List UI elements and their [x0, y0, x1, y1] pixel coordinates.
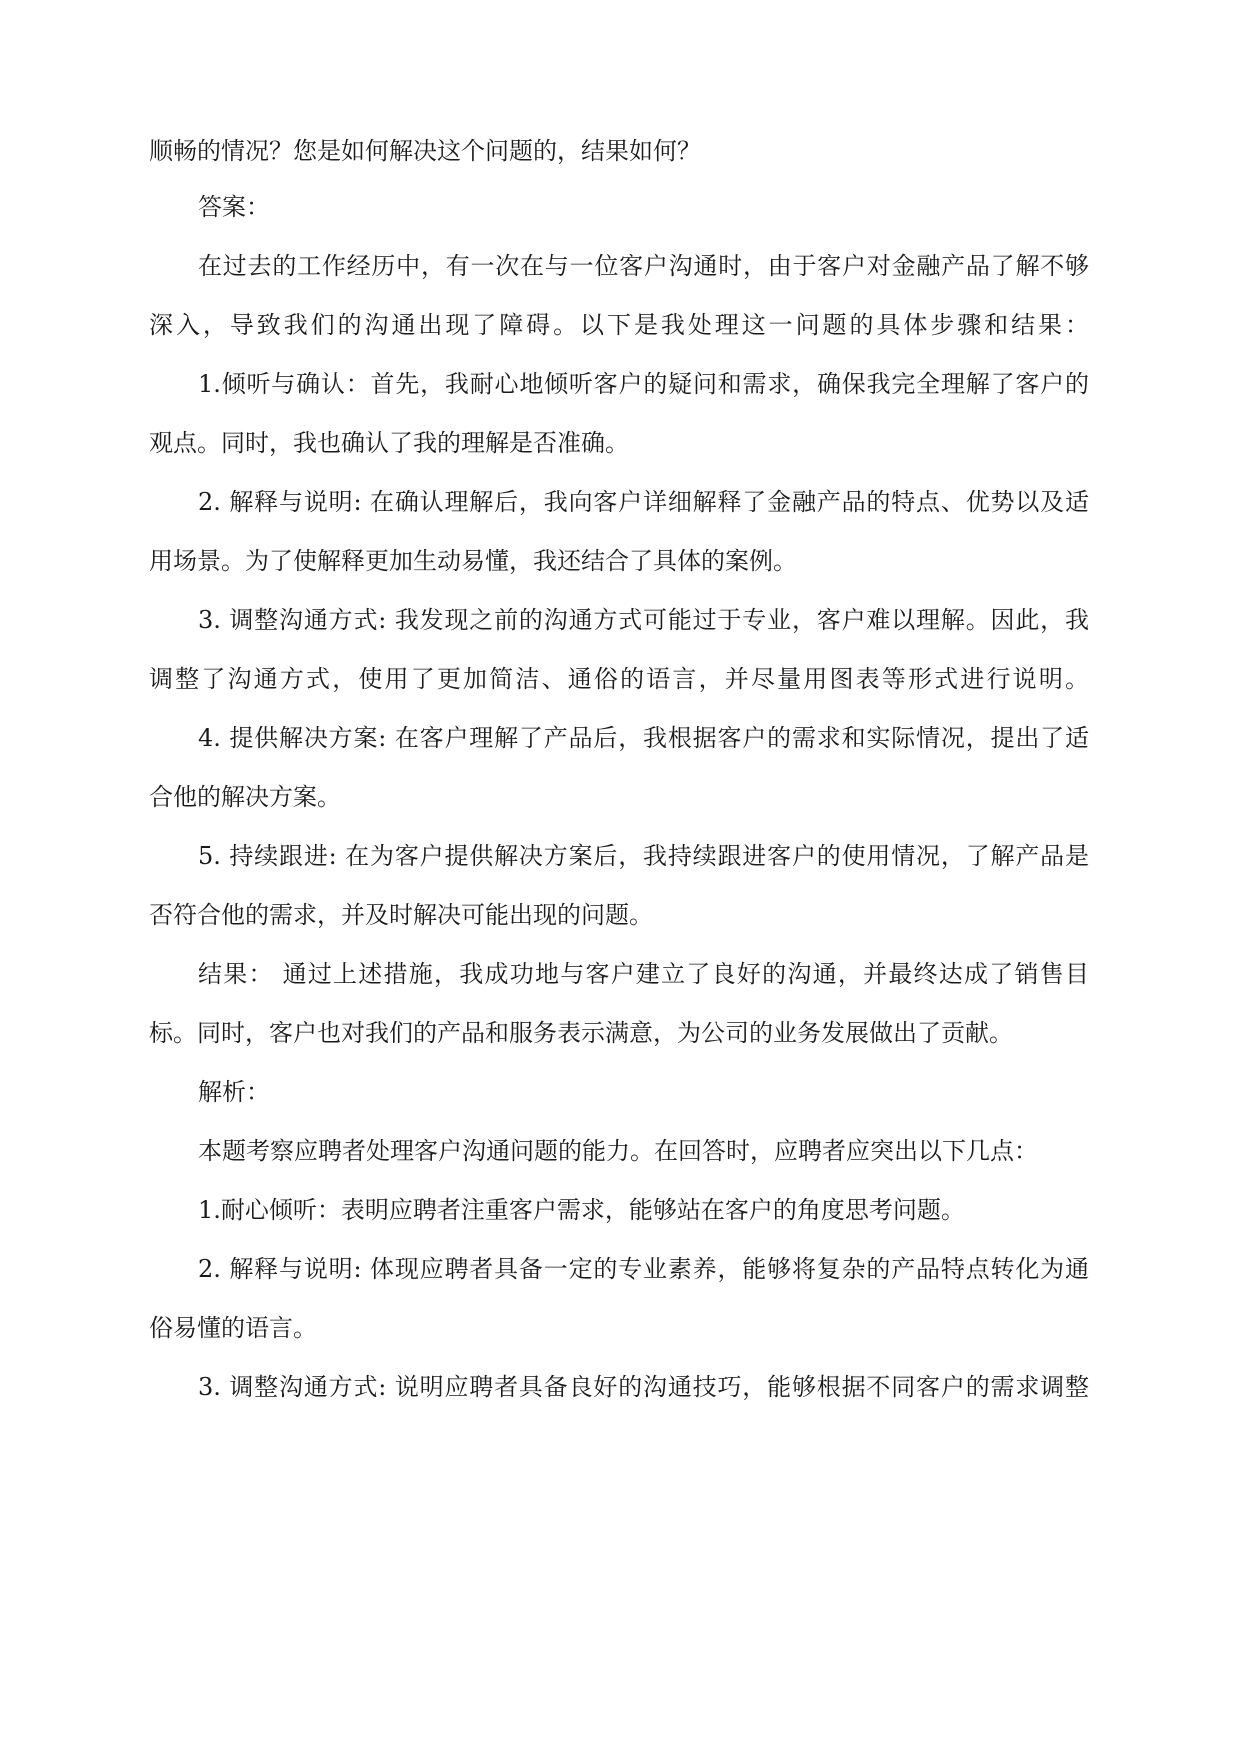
text-line: 顺畅的情况？您是如何解决这个问题的，结果如何？ [149, 137, 701, 165]
analysis-heading: 解析： [198, 1078, 270, 1106]
text-line: 否符合他的需求，并及时解决可能出现的问题。 [149, 901, 653, 929]
text-line: 合他的解决方案。 [149, 783, 341, 811]
list-item: 1.耐心倾听：表明应聘者注重客户需求，能够站在客户的角度思考问题。 [198, 1196, 965, 1224]
text-line: 观点。同时，我也确认了我的理解是否准确。 [149, 429, 629, 457]
text-line: 深入，导致我们的沟通出现了障碍。以下是我处理这一问题的具体步骤和结果： [149, 311, 1089, 339]
text-line: 标。同时，客户也对我们的产品和服务表示满意，为公司的业务发展做出了贡献。 [149, 1019, 1013, 1047]
list-item: 3. 调整沟通方式: 说明应聘者具备良好的沟通技巧，能够根据不同客户的需求调整 [198, 1373, 1089, 1401]
list-item: 3. 调整沟通方式: 我发现之前的沟通方式可能过于专业，客户难以理解。因此，我 [198, 606, 1089, 634]
text-line: 本题考察应聘者处理客户沟通问题的能力。在回答时，应聘者应突出以下几点： [198, 1137, 1038, 1165]
result-paragraph: 结果： 通过上述措施，我成功地与客户建立了良好的沟通，并最终达成了销售目 [198, 960, 1089, 988]
list-item: 5. 持续跟进: 在为客户提供解决方案后，我持续跟进客户的使用情况，了解产品是 [198, 842, 1089, 870]
text-line: 用场景。为了使解释更加生动易懂，我还结合了具体的案例。 [149, 547, 797, 575]
list-item: 1.倾听与确认：首先，我耐心地倾听客户的疑问和需求，确保我完全理解了客户的 [198, 370, 1089, 398]
text-line: 在过去的工作经历中，有一次在与一位客户沟通时，由于客户对金融产品了解不够 [198, 252, 1089, 280]
text-line: 俗易懂的语言。 [149, 1314, 317, 1342]
answer-heading: 答案： [198, 193, 270, 221]
list-item: 4. 提供解决方案: 在客户理解了产品后，我根据客户的需求和实际情况，提出了适 [198, 724, 1089, 752]
text-line: 调整了沟通方式，使用了更加简洁、通俗的语言，并尽量用图表等形式进行说明。 [149, 665, 1089, 693]
list-item: 2. 解释与说明: 体现应聘者具备一定的专业素养，能够将复杂的产品特点转化为通 [198, 1255, 1089, 1283]
list-item: 2. 解释与说明: 在确认理解后，我向客户详细解释了金融产品的特点、优势以及适 [198, 488, 1089, 516]
